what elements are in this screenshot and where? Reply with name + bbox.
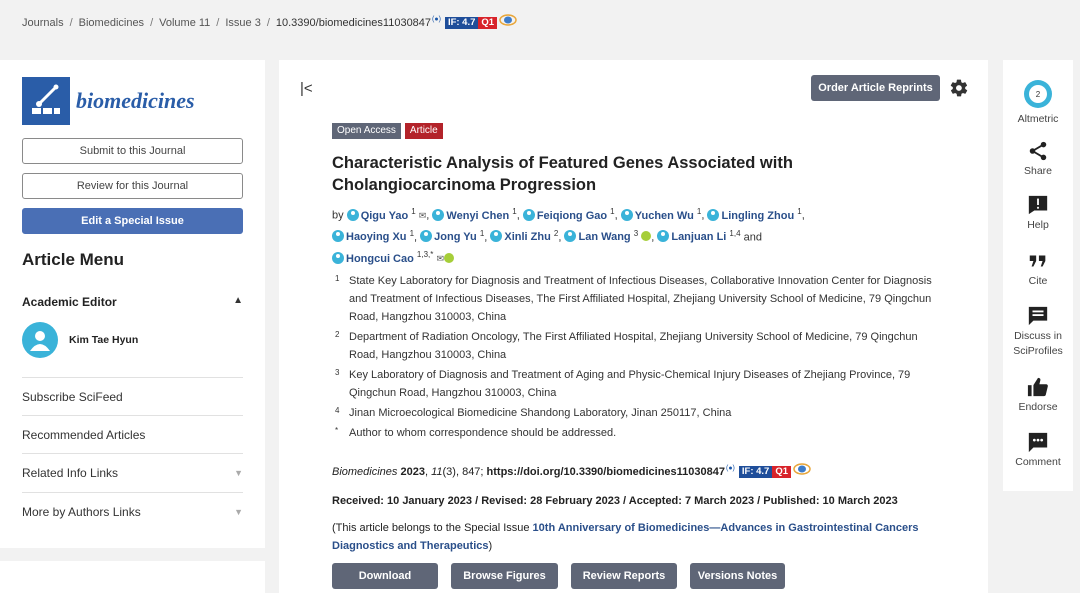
article-tags [332, 123, 443, 139]
link-label: Related Info Links [22, 465, 119, 480]
author-link[interactable]: Feiqiong Gao [523, 210, 607, 222]
link-label: More by Authors Links [22, 504, 141, 519]
avatar [22, 322, 58, 358]
author-sup: 1 [409, 228, 415, 238]
author-link[interactable]: Qigu Yao [347, 210, 408, 222]
rail-label: Altmetric [1017, 113, 1059, 125]
orb-icon[interactable] [499, 14, 517, 26]
collapse-sidebar-icon[interactable]: |< [300, 80, 313, 97]
order-reprints-button[interactable]: Order Article Reprints [811, 75, 940, 101]
affiliation-item: 3 Key Laboratory of Diagnosis and Treatment of Aging and Physic-Chemical Injury Diseases of Zhejiang Province, 79 Qingchun Road, Hangzhou 310003, China [335, 368, 911, 399]
comment-icon [1027, 431, 1049, 453]
help-button[interactable] [1003, 194, 1073, 233]
comment-button[interactable] [1003, 431, 1073, 470]
author-link[interactable]: Lanjuan Li [657, 231, 726, 243]
article-type-tag: Article [405, 123, 443, 139]
journal-name: biomedicines [76, 88, 195, 113]
discuss-icon [1027, 305, 1049, 327]
author-sup: 1 [512, 207, 517, 216]
author-link[interactable]: Lingling Zhou [707, 210, 794, 222]
citation-volume: 11 [431, 466, 443, 478]
person-icon [564, 230, 576, 242]
versions-notes-button[interactable]: Versions Notes [690, 563, 785, 589]
breadcrumb-issue[interactable]: Issue 3 [225, 17, 261, 29]
affiliation-item: 2 Department of Radiation Oncology, The First Affiliated Hospital, Zhejiang University School of Medicine, 79 Qingchun Road, Hangzhou 310003, China [335, 330, 918, 361]
left-sidebar-lower [0, 561, 265, 593]
breadcrumb-separator: / [150, 17, 154, 29]
publication-dates: Received: 10 January 2023 / Revised: 28 February 2023 / Accepted: 7 March 2023 / Published: 10 March 2023 [332, 495, 898, 507]
author-link[interactable]: Yuchen Wu [621, 210, 694, 222]
author-sup: 1 [411, 207, 416, 216]
discuss-button[interactable] [1003, 305, 1073, 359]
breadcrumb-volume[interactable]: Volume 11 [159, 17, 211, 29]
breadcrumb [22, 17, 517, 29]
article-title: Characteristic Analysis of Featured Genes Associated with Cholangiocarcinoma Progression [332, 154, 793, 194]
impact-factor-badge[interactable] [445, 17, 497, 29]
more-by-authors-links[interactable] [22, 492, 243, 530]
affiliation-item: 4 Jinan Microecological Biomedicine Shandong Laboratory, Jinan 250117, China [335, 406, 732, 419]
author-sup: 2 [553, 228, 559, 238]
rail-label: Comment [1015, 456, 1061, 468]
author-link[interactable]: Jong Yu [420, 231, 477, 243]
citation-journal: Biomedicines [332, 466, 398, 478]
right-rail [1003, 60, 1073, 491]
article-panel [279, 60, 988, 593]
by-label: by [332, 209, 344, 222]
impact-factor-badge[interactable] [739, 466, 791, 478]
endorse-button[interactable] [1003, 376, 1073, 415]
author-sup: 1,4 [729, 228, 741, 238]
review-reports-button[interactable]: Review Reports [571, 563, 677, 589]
citation-year: 2023 [400, 466, 425, 478]
editor-name: Kim Tae Hyun [69, 334, 139, 346]
author-sup: 1,3,* [416, 250, 434, 260]
person-icon [432, 209, 444, 221]
help-icon [1027, 194, 1049, 216]
special-issue-prefix: (This article belongs to the Special Issue [332, 522, 533, 534]
rail-label: Help [1027, 219, 1049, 231]
impact-factor-label: IF: 4.7 [739, 466, 772, 478]
person-icon [347, 209, 359, 221]
quartile-label: Q1 [478, 17, 497, 29]
academic-editor-label: Academic Editor [22, 295, 117, 309]
journal-logo[interactable] [22, 77, 195, 125]
and-label: and [743, 231, 762, 244]
rail-label: Cite [1028, 275, 1048, 287]
subscribe-scifeed-link[interactable] [22, 377, 243, 415]
rail-label: Discuss in SciProfiles [1013, 330, 1063, 357]
related-info-links[interactable] [22, 453, 243, 491]
doi-link[interactable]: https://doi.org/10.3390/biomedicines11030847 [486, 466, 725, 478]
orcid-icon[interactable] [444, 253, 454, 263]
author-list: by Qigu Yao $^1$ ✉, Wenyi Chen $^1$, Feiqiong Gao $^1$, Yuchen Wu $^1$, Lingling Zhou $^1$, Haoying Xu $^1$, Jong Yu $^1$, Xinli Zhu $^2$, Lan Wang $^3$ , Lanjuan Li $^{1,4}$ and Hongcui Cao $^{1,3,*}$ ✉ [332, 207, 805, 265]
email-icon[interactable]: ✉ [436, 253, 444, 264]
share-button[interactable] [1003, 140, 1073, 179]
person-icon [621, 209, 633, 221]
gear-icon[interactable] [949, 78, 969, 98]
open-access-mark: (●) [725, 464, 735, 472]
chevron-down-icon: ▼ [234, 506, 243, 517]
recommended-articles-link[interactable] [22, 415, 243, 453]
article-menu-title: Article Menu [22, 250, 125, 269]
impact-factor-label: IF: 4.7 [445, 17, 478, 29]
person-icon [657, 230, 669, 242]
thumbs-up-icon [1027, 376, 1049, 398]
submit-journal-button[interactable]: Submit to this Journal [22, 138, 243, 164]
left-sidebar [0, 60, 265, 548]
author-sup: 3 [633, 228, 639, 238]
breadcrumb-separator: / [69, 17, 73, 29]
person-icon [707, 209, 719, 221]
affiliations [335, 272, 935, 444]
chevron-up-icon: ▲ [233, 295, 243, 306]
rail-label: Endorse [1018, 401, 1058, 413]
person-icon [332, 230, 344, 242]
edit-special-issue-button[interactable]: Edit a Special Issue [22, 208, 243, 234]
citation-line: Biomedicines 2023 , 11 (3), 847; https://doi.org/10.3390/biomedicines11030847 (●) IF: 4.7 Q1 [332, 466, 811, 478]
chevron-down-icon: ▼ [234, 467, 243, 478]
person-icon [523, 209, 535, 221]
altmetric-score: 2 [1035, 90, 1041, 99]
affiliation-item: * Author to whom correspondence should be addressed. [335, 426, 617, 439]
author-link[interactable]: Wenyi Chen [432, 210, 509, 222]
browse-figures-button[interactable]: Browse Figures [451, 563, 558, 589]
breadcrumb-journals[interactable]: Journals [22, 17, 64, 29]
author-link[interactable]: Xinli Zhu [490, 231, 550, 243]
microscope-icon [22, 77, 70, 125]
author-link[interactable]: Haoying Xu [332, 231, 407, 243]
cite-button[interactable] [1003, 250, 1073, 289]
person-icon [490, 230, 502, 242]
rail-label: Share [1023, 165, 1053, 177]
open-access-tag: Open Access [332, 123, 401, 139]
academic-editor[interactable] [22, 322, 138, 358]
quartile-label: Q1 [772, 466, 791, 478]
author-sup: 1 [479, 228, 485, 238]
altmetric-icon [1022, 78, 1054, 110]
person-icon [420, 230, 432, 242]
author-link[interactable]: Hongcui Cao [332, 253, 414, 265]
breadcrumb-doi[interactable]: 10.3390/biomedicines11030847 [275, 17, 432, 29]
link-label: Subscribe SciFeed [22, 389, 123, 404]
author-sup: 1 [610, 207, 615, 216]
special-issue-link[interactable]: 10th Anniversary of Biomedicines—Advances in Gastrointestinal Cancers Diagnostics and Therapeutics [332, 522, 919, 552]
download-button[interactable]: Download [332, 563, 438, 589]
affiliation-item: 1 State Key Laboratory for Diagnosis and Treatment of Infectious Diseases, Collaborative Innovation Center for Diagnosis and Treatment of Infectious Diseases, The First Affiliated Hospital, Zhejiang University School of Medicine, 79 Qingchun Road, Hangzhou 310003, China [335, 274, 932, 323]
breadcrumb-separator: / [216, 17, 220, 29]
breadcrumb-separator: / [266, 17, 270, 29]
orb-icon[interactable] [793, 463, 811, 475]
open-access-mark: (●) [432, 15, 441, 23]
author-sup: 1 [797, 207, 802, 216]
breadcrumb-biomedicines[interactable]: Biomedicines [78, 17, 145, 29]
person-icon [332, 252, 344, 264]
altmetric-button[interactable] [1003, 78, 1073, 127]
orcid-icon[interactable] [641, 231, 651, 241]
email-icon[interactable]: ✉ [418, 210, 427, 221]
review-journal-button[interactable]: Review for this Journal [22, 173, 243, 199]
special-issue-note [332, 519, 932, 555]
quote-icon [1027, 250, 1049, 272]
link-label: Recommended Articles [22, 427, 146, 442]
share-icon [1027, 140, 1049, 162]
article-actions [332, 563, 785, 589]
author-link[interactable]: Lan Wang [564, 231, 630, 243]
citation-issue-pages: (3), 847; [442, 466, 484, 478]
academic-editor-toggle[interactable] [22, 295, 243, 309]
special-issue-suffix: ) [488, 540, 493, 552]
author-sup: 1 [696, 207, 702, 216]
